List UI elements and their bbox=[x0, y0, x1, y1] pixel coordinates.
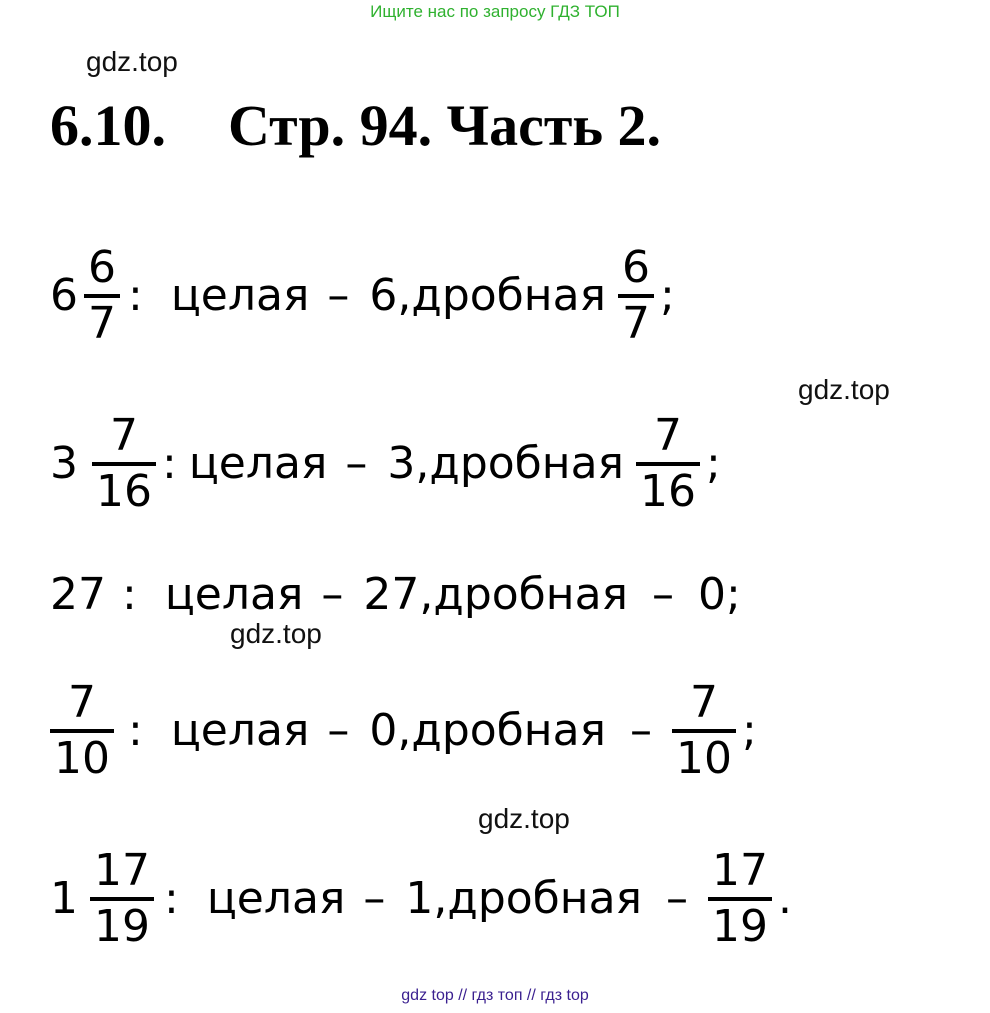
heading-title: Стр. 94. Часть 2. bbox=[228, 93, 662, 158]
watermark: gdz.top bbox=[86, 46, 178, 77]
label-fraction: дробная bbox=[447, 873, 642, 924]
answer-row-5 bbox=[50, 834, 792, 964]
dash: – bbox=[363, 873, 386, 924]
numerator: 6 bbox=[622, 241, 650, 293]
whole-value: 6, bbox=[369, 270, 412, 321]
label-fraction: дробная bbox=[411, 270, 606, 321]
denominator: 10 bbox=[54, 733, 110, 784]
answer-row-4 bbox=[44, 666, 757, 796]
numerator: 6 bbox=[88, 241, 116, 293]
label-whole: целая bbox=[206, 873, 346, 924]
fraction bbox=[50, 676, 114, 784]
colon: : bbox=[128, 270, 143, 321]
end-punctuation: ; bbox=[706, 438, 721, 489]
numerator: 17 bbox=[94, 844, 150, 896]
numerator: 7 bbox=[68, 676, 96, 728]
label-fraction: дробная bbox=[411, 705, 606, 756]
mixed-fraction bbox=[90, 844, 154, 952]
fraction-value: 0 bbox=[698, 569, 726, 620]
fraction-value bbox=[636, 409, 700, 517]
top-banner: Ищите нас по запросу ГДЗ ТОП bbox=[370, 2, 620, 21]
answer-row-2 bbox=[50, 399, 721, 529]
numerator: 7 bbox=[110, 409, 138, 461]
colon: : bbox=[162, 438, 177, 489]
denominator: 7 bbox=[622, 298, 650, 349]
fraction-dash: – bbox=[652, 569, 674, 620]
fraction-value bbox=[672, 676, 736, 784]
dash: – bbox=[345, 438, 368, 489]
fraction-dash: – bbox=[630, 705, 652, 756]
colon: : bbox=[122, 569, 137, 620]
footer-watermark: gdz top // гдз топ // гдз top bbox=[401, 987, 589, 1004]
denominator: 7 bbox=[88, 298, 116, 349]
denominator: 10 bbox=[676, 733, 732, 784]
denominator: 16 bbox=[96, 466, 152, 517]
whole-part: 6 bbox=[50, 270, 78, 321]
dash: – bbox=[327, 270, 350, 321]
whole-value: 3, bbox=[387, 438, 430, 489]
label-whole: целая bbox=[170, 705, 310, 756]
whole-part: 3 bbox=[50, 438, 78, 489]
answer-row-3 bbox=[50, 530, 741, 660]
label-fraction: дробная bbox=[433, 569, 628, 620]
end-punctuation: ; bbox=[660, 270, 675, 321]
fraction-value bbox=[708, 844, 772, 952]
whole-part: 1 bbox=[50, 873, 78, 924]
watermark: gdz.top bbox=[798, 374, 890, 405]
fraction-value bbox=[618, 241, 654, 349]
whole-value: 27, bbox=[363, 569, 434, 620]
colon: : bbox=[128, 705, 143, 756]
end-punctuation: ; bbox=[726, 569, 741, 620]
whole-value: 1, bbox=[405, 873, 448, 924]
denominator: 16 bbox=[640, 466, 696, 517]
whole-value: 0, bbox=[369, 705, 412, 756]
denominator: 19 bbox=[712, 901, 768, 952]
dash: – bbox=[327, 705, 350, 756]
watermark: gdz.top bbox=[478, 803, 570, 834]
denominator: 19 bbox=[94, 901, 150, 952]
numerator: 17 bbox=[712, 844, 768, 896]
exercise-number: 6.10. bbox=[50, 93, 166, 158]
colon: : bbox=[164, 873, 179, 924]
mixed-fraction bbox=[92, 409, 156, 517]
label-whole: целая bbox=[188, 438, 328, 489]
fraction-dash: – bbox=[666, 873, 688, 924]
dash: – bbox=[321, 569, 344, 620]
whole-number: 27 bbox=[50, 569, 106, 620]
numerator: 7 bbox=[654, 409, 682, 461]
end-punctuation: . bbox=[778, 873, 792, 924]
watermark: gdz.top bbox=[230, 618, 322, 649]
mixed-fraction bbox=[84, 241, 120, 349]
page-heading bbox=[50, 92, 661, 159]
numerator: 7 bbox=[690, 676, 718, 728]
end-punctuation: ; bbox=[742, 705, 757, 756]
label-whole: целая bbox=[164, 569, 304, 620]
label-whole: целая bbox=[170, 270, 310, 321]
answer-row-1 bbox=[50, 231, 675, 361]
label-fraction: дробная bbox=[429, 438, 624, 489]
